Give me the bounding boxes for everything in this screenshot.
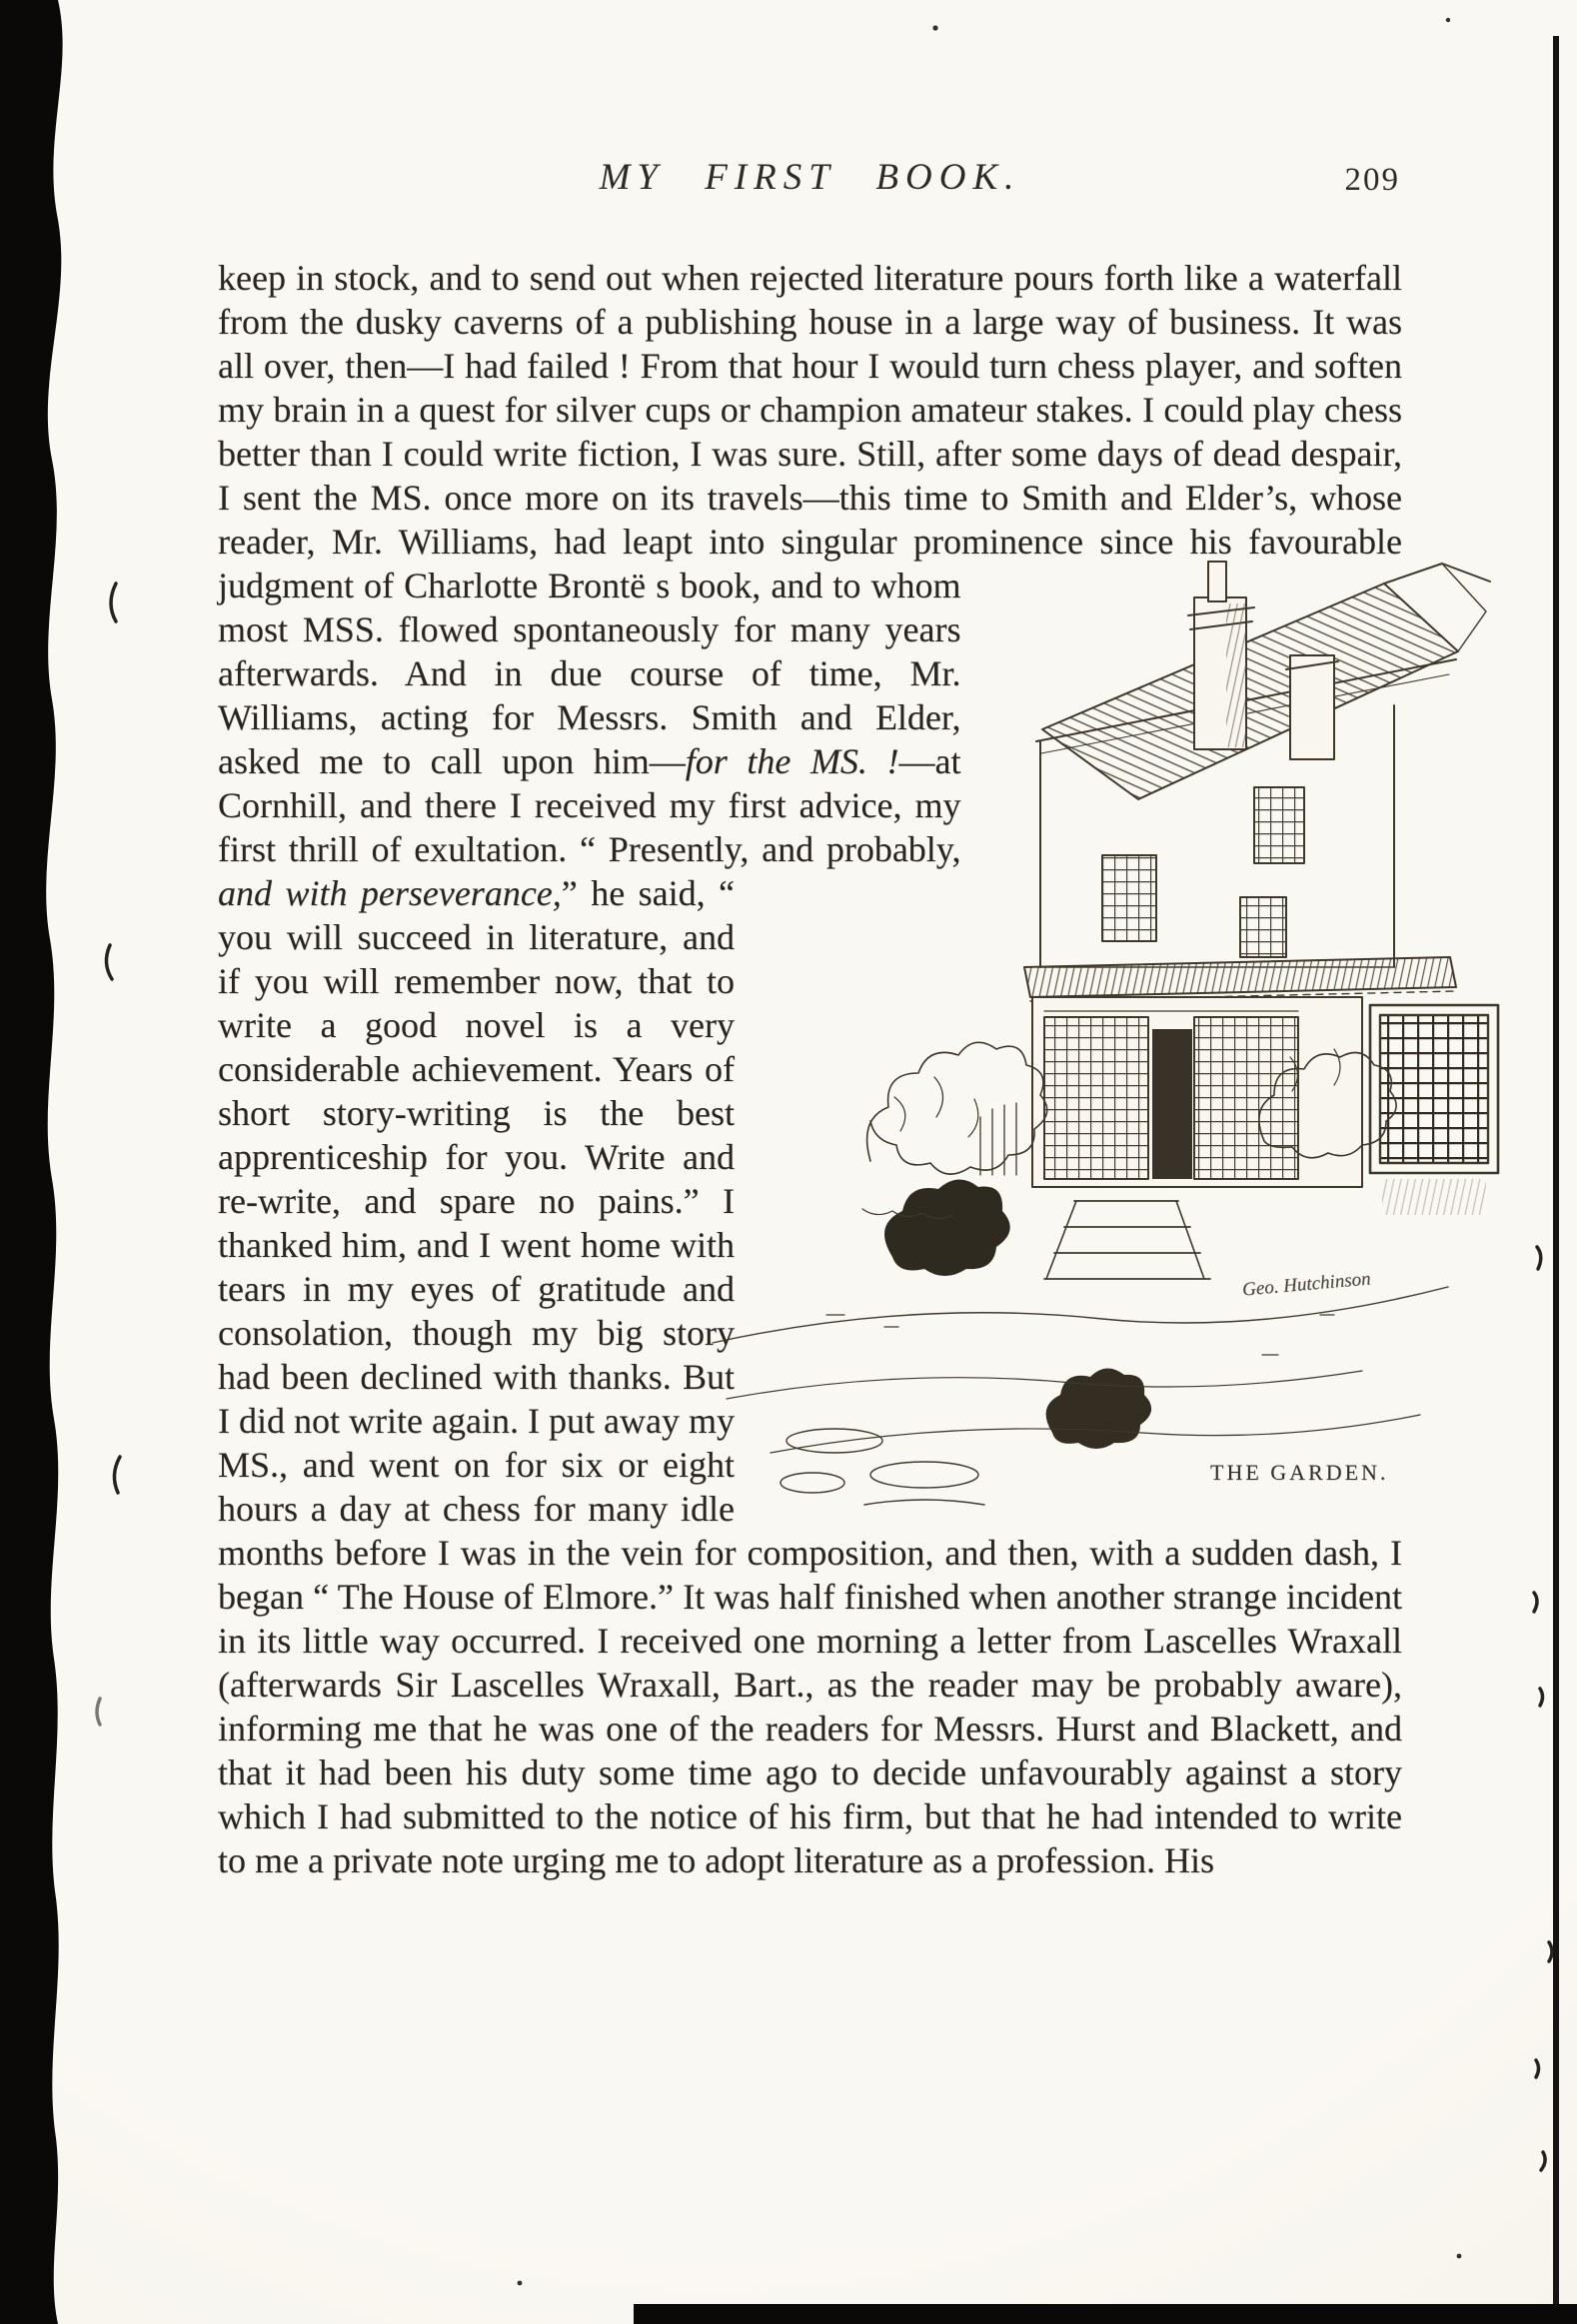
ink-dot: [1446, 18, 1450, 22]
window: [1240, 897, 1286, 957]
ink-dot: [932, 25, 937, 30]
text-segment-2: judgment of Charlotte Brontë s book, and to whom most MSS. flowed spontaneously for many years afterwards. And in due course of time, Mr. Williams, acting for Messrs. Smith and Elder, asked me to call upon him—: [218, 566, 961, 781]
garden-steps: [1044, 1187, 1210, 1279]
page-edge-right: [1553, 36, 1559, 2324]
window: [1102, 855, 1156, 941]
text-segment-4: —at Cornhill, and there I received my first advice, my first thrill of exultation. “ Presently, and probably,: [218, 741, 961, 869]
text-segment-6: ” he said, “ you will succeed in literature, and if you will remember now, that to write a good novel is a very considerable achievement. Years of short story-writing is the best apprenticeship for you. Write and re-write, and spare no pains.” I thanked him, and I went home with tears in my eyes of gratitude and consolation, though my big story had been declined with thanks. But I did not write again. I put away my MS., and went on for six or eight hours a day at chess for many idle months before I was in the vein for composition, and then, with a sudden dash, I began “ The House of Elmore.” It was half finished when another strange incident in its little way occurred. I received one morning a letter from Lascelles Wraxall (afterwards Sir Lascelles Wraxall, Bart., as the reader may be probably aware), informing me that he was one of the readers for Messrs. Hurst and Blackett, and that it had been his duty some time ago to decide unfavourably against a story which I had submitted to the notice of his firm, but that he had intended to write to me a private note urging me to adopt literature as a profession. His: [218, 873, 1402, 1880]
illustration-block: [743, 564, 1402, 1493]
page-number: 209: [1344, 162, 1400, 198]
ink-dot: [518, 2281, 523, 2286]
text-segment-5-italic: and with perseverance,: [218, 873, 562, 913]
body-text: [218, 256, 1402, 1882]
page-edge-bottom: [634, 2304, 1577, 2324]
chimney-2: [1286, 655, 1338, 759]
text-segment-1: keep in stock, and to send out when rejected literature pours forth like a waterfall from the dusky caverns of a publishing house in a large way of business. It was all over, then—I had failed ! From that hour I would turn chess player, and soften my brain in a quest for silver cups or champion amateur stakes. I could play chess better than I could write fiction, I was sure. Still, after some days of dead despair, I sent the MS. once more on its travels—this time to Smith and Elder’s, whose reader, Mr. Williams, had leapt into singular prominence since his favourable: [218, 258, 1402, 562]
window: [1254, 787, 1304, 863]
trellis: [980, 1103, 1016, 1175]
running-head-title: MY FIRST BOOK.: [599, 157, 1021, 198]
garden-illustration: [743, 558, 1402, 1487]
page-header: [218, 156, 1402, 212]
illustration-caption: THE GARDEN.: [1210, 1460, 1389, 1485]
conservatory-window: [1370, 1005, 1498, 1215]
text-segment-3-italic: for the MS. !: [685, 741, 899, 781]
page-content: [218, 156, 1402, 1882]
house-roof: [1036, 564, 1490, 799]
chimney: [1188, 562, 1254, 749]
book-binding-edge: [0, 0, 63, 2324]
illustration-signature: Geo. Hutchinson: [1241, 1268, 1372, 1301]
ink-dot: [1457, 2254, 1462, 2259]
